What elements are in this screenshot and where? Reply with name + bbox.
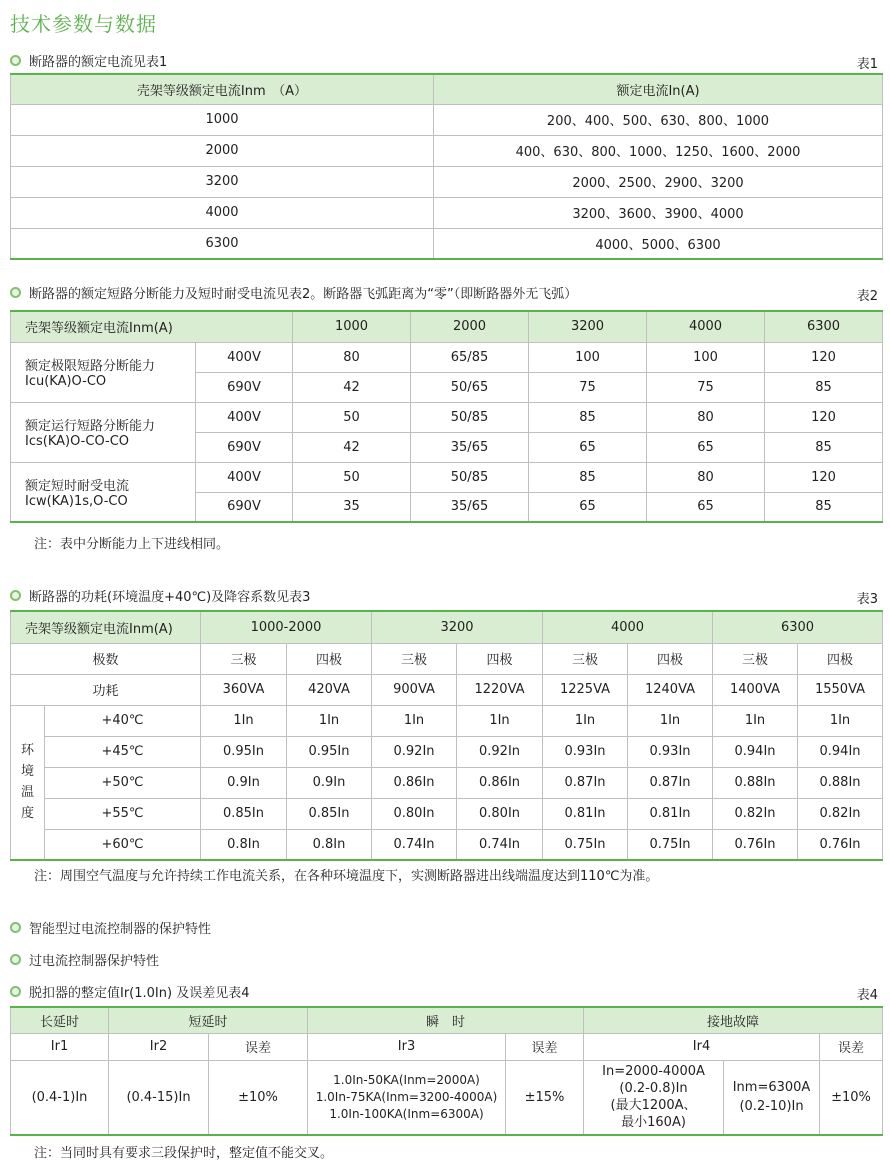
table2-caption-text: 断路器的额定短路分断能力及短时耐受电流见表2。断路器飞弧距离为“零”（即断路器外无飞弧） xyxy=(29,287,578,302)
table-cell: 85 xyxy=(529,462,647,492)
table-cell: 1In xyxy=(457,705,543,736)
group-label-line: Ics(KA)O-CO-CO xyxy=(25,434,130,449)
page-title: 技术参数与数据 xyxy=(10,12,157,36)
table-cell: 420VA xyxy=(287,674,372,705)
table-cell: 0.80In xyxy=(457,798,543,829)
table-row xyxy=(11,402,883,432)
table-cell: 65 xyxy=(529,432,647,462)
table3-caption xyxy=(10,586,310,605)
table-cell: 0.9In xyxy=(287,767,372,798)
temp-label: +40℃ xyxy=(45,705,201,736)
header-cell: 1000 xyxy=(293,311,411,342)
table-cell: 50/85 xyxy=(411,402,529,432)
table-cell: 80 xyxy=(647,462,765,492)
ir4-line: (最大1200A、 xyxy=(610,1098,697,1114)
table-cell: 0.93In xyxy=(628,736,713,767)
table1-caption xyxy=(10,51,167,70)
table-cell: 1In xyxy=(713,705,798,736)
table2-note: 注：表中分断能力上下进线相同。 xyxy=(34,537,230,552)
ir3-line: 1.0In-75KA(Inm=3200-4000A) xyxy=(315,1089,498,1104)
table3-number: 表3 xyxy=(856,592,878,607)
table-cell: 1In xyxy=(201,705,287,736)
table-row xyxy=(11,104,883,135)
table-cell: 690V xyxy=(196,372,293,402)
table-cell: 1550VA xyxy=(798,674,883,705)
table-cell: 50 xyxy=(293,402,411,432)
env-temp-char: 温 xyxy=(20,785,34,801)
ir3-line: 1.0In-50KA(Inm=2000A) xyxy=(333,1072,480,1087)
table-cell: 900VA xyxy=(372,674,457,705)
subheader-cell: 误差 xyxy=(506,1033,584,1060)
table-cell-ir3 xyxy=(308,1060,506,1135)
table-cell: (0.4-1)In xyxy=(11,1060,109,1135)
header-cell: 6300 xyxy=(765,311,883,342)
table-subheader-row xyxy=(11,1033,883,1060)
table-cell: 0.76In xyxy=(798,829,883,860)
table-cell: 三极 xyxy=(372,643,457,674)
table-header-row xyxy=(11,1007,883,1033)
table-cell: 0.81In xyxy=(543,798,628,829)
table-cell: 65 xyxy=(529,492,647,522)
table-row xyxy=(11,767,883,798)
table-cell: 65 xyxy=(647,492,765,522)
table4-caption xyxy=(10,982,249,1001)
table-cell: 0.8In xyxy=(201,829,287,860)
table-cell: 1000 xyxy=(11,104,434,135)
group-label-line: 额定运行短路分断能力 xyxy=(25,419,156,434)
table-cell: 0.8In xyxy=(287,829,372,860)
group-label-line: 额定极限短路分断能力 xyxy=(25,359,156,374)
table-cell: 0.92In xyxy=(457,736,543,767)
table-cell: 400、630、800、1000、1250、1600、2000 xyxy=(434,135,883,166)
table-cell: 0.87In xyxy=(543,767,628,798)
group-label-line: Icu(KA)O-CO xyxy=(25,374,107,389)
table-header-row xyxy=(11,311,883,342)
table-cell: 0.75In xyxy=(628,829,713,860)
env-temp-char: 环 xyxy=(20,743,34,759)
table-cell: 85 xyxy=(765,372,883,402)
table-cell: 80 xyxy=(293,342,411,372)
header-cell: 长延时 xyxy=(11,1007,109,1033)
table-cell: 0.80In xyxy=(372,798,457,829)
bullet-icon xyxy=(10,922,21,933)
table-cell: ±10% xyxy=(209,1060,308,1135)
table-cell: 75 xyxy=(647,372,765,402)
ir4-line: In=2000-4000A xyxy=(602,1064,705,1080)
table-cell: 0.76In xyxy=(713,829,798,860)
table-cell: 0.87In xyxy=(628,767,713,798)
table-cell: 3200 xyxy=(11,166,434,197)
table-cell: 1In xyxy=(798,705,883,736)
table-cell: 0.82In xyxy=(713,798,798,829)
group-label xyxy=(11,342,196,402)
table3-note: 注：周围空气温度与允许持续工作电流关系，在各种环境温度下，实测断路器进出线端温度达到110℃为准。 xyxy=(34,869,659,884)
table-cell: 0.82In xyxy=(798,798,883,829)
table-cell: 四极 xyxy=(798,643,883,674)
header-cell: 壳架等级额定电流Inm （A） xyxy=(11,74,434,104)
table-cell: 6300 xyxy=(11,228,434,259)
table-cell: 1400VA xyxy=(713,674,798,705)
table-cell: 1In xyxy=(543,705,628,736)
temp-label: +60℃ xyxy=(45,829,201,860)
table-cell: 1225VA xyxy=(543,674,628,705)
table-cell: 0.92In xyxy=(372,736,457,767)
table3-caption-text: 断路器的功耗(环境温度+40℃)及降容系数见表3 xyxy=(29,590,311,605)
section4-caption-a xyxy=(10,918,211,937)
table-cell: 0.85In xyxy=(201,798,287,829)
table-cell: 690V xyxy=(196,492,293,522)
table-cell: 85 xyxy=(529,402,647,432)
table-cell: 1220VA xyxy=(457,674,543,705)
table-cell: 42 xyxy=(293,432,411,462)
table-row xyxy=(11,342,883,372)
header-cell: 壳架等级额定电流Inm(A) xyxy=(11,611,201,643)
table-cell: 400V xyxy=(196,462,293,492)
table-row xyxy=(11,705,883,736)
table3-power-derating xyxy=(10,610,883,861)
subheader-cell: Ir3 xyxy=(308,1033,506,1060)
table-cell: 四极 xyxy=(287,643,372,674)
table-cell: 0.85In xyxy=(287,798,372,829)
temp-label: +50℃ xyxy=(45,767,201,798)
table4-caption-text: 脱扣器的整定值Ir(1.0In) 及误差见表4 xyxy=(29,986,250,1001)
table-cell: 35/65 xyxy=(411,492,529,522)
table-cell: 4000 xyxy=(11,197,434,228)
table-cell: 三极 xyxy=(201,643,287,674)
table-cell: 0.9In xyxy=(201,767,287,798)
subheader-cell: 误差 xyxy=(209,1033,308,1060)
table-cell: 1In xyxy=(372,705,457,736)
table-cell: 1In xyxy=(628,705,713,736)
table-row xyxy=(11,643,883,674)
row-label: 功耗 xyxy=(11,674,201,705)
table-row xyxy=(11,829,883,860)
header-cell: 6300 xyxy=(713,611,883,643)
table-cell: 120 xyxy=(765,402,883,432)
table-cell: 0.74In xyxy=(457,829,543,860)
header-cell: 3200 xyxy=(529,311,647,342)
table-cell: 690V xyxy=(196,432,293,462)
table-cell: 0.94In xyxy=(798,736,883,767)
table-cell: 1240VA xyxy=(628,674,713,705)
table-cell: 65/85 xyxy=(411,342,529,372)
table-cell: 4000、5000、6300 xyxy=(434,228,883,259)
table-cell: 0.95In xyxy=(201,736,287,767)
table-cell: 85 xyxy=(765,492,883,522)
subheader-cell: Ir4 xyxy=(584,1033,820,1060)
table-cell: 200、400、500、630、800、1000 xyxy=(434,104,883,135)
group-label-line: 额定短时耐受电流 xyxy=(25,478,130,494)
group-label-line: Icw(KA)1s,O-CO xyxy=(25,493,128,509)
env-temp-char: 境 xyxy=(20,764,34,780)
table4-number: 表4 xyxy=(856,988,878,1003)
ir4-line: (0.2-0.8)In xyxy=(619,1081,688,1097)
table-cell: 360VA xyxy=(201,674,287,705)
table-cell: 0.75In xyxy=(543,829,628,860)
table2-caption xyxy=(10,283,577,302)
table1-rated-current xyxy=(10,73,883,260)
table-cell: 0.81In xyxy=(628,798,713,829)
table-cell: 四极 xyxy=(457,643,543,674)
row-label: 极数 xyxy=(11,643,201,674)
table-cell: 50 xyxy=(293,462,411,492)
header-cell: 短延时 xyxy=(109,1007,308,1033)
table-row xyxy=(11,166,883,197)
header-cell: 4000 xyxy=(543,611,713,643)
bullet-icon xyxy=(10,55,21,66)
subheader-cell: Ir1 xyxy=(11,1033,109,1060)
table-cell: 0.74In xyxy=(372,829,457,860)
table-cell: 400V xyxy=(196,402,293,432)
table-cell: 100 xyxy=(529,342,647,372)
table-cell: 3200、3600、3900、4000 xyxy=(434,197,883,228)
table-cell: 400V xyxy=(196,342,293,372)
table-cell: 85 xyxy=(765,432,883,462)
table2-number: 表2 xyxy=(856,289,878,304)
table1-caption-text: 断路器的额定电流见表1 xyxy=(29,55,168,70)
table-cell: 三极 xyxy=(713,643,798,674)
section4-caption-a-text: 智能型过电流控制器的保护特性 xyxy=(29,922,212,937)
header-cell: 1000-2000 xyxy=(201,611,372,643)
table-cell: 四极 xyxy=(628,643,713,674)
table4-trip-settings xyxy=(10,1006,883,1136)
table-cell: 2000 xyxy=(11,135,434,166)
table-header-row xyxy=(11,611,883,643)
table-cell: 42 xyxy=(293,372,411,402)
header-cell: 瞬 时 xyxy=(308,1007,584,1033)
header-cell: 2000 xyxy=(411,311,529,342)
table-cell-ir4a xyxy=(584,1060,724,1135)
header-cell: 额定电流In(A) xyxy=(434,74,883,104)
ir3-line: 1.0In-100KA(Inm=6300A) xyxy=(329,1106,484,1121)
table-row xyxy=(11,736,883,767)
table-row xyxy=(11,674,883,705)
table-row xyxy=(11,135,883,166)
table-cell: 75 xyxy=(529,372,647,402)
header-cell: 4000 xyxy=(647,311,765,342)
subheader-cell: Ir2 xyxy=(109,1033,209,1060)
subheader-cell: 误差 xyxy=(820,1033,883,1060)
bullet-icon xyxy=(10,954,21,965)
table-cell: 65 xyxy=(647,432,765,462)
table-cell: 0.86In xyxy=(457,767,543,798)
table1-number: 表1 xyxy=(856,57,878,72)
table-cell: 35 xyxy=(293,492,411,522)
table-cell: 0.94In xyxy=(713,736,798,767)
table-cell: 50/65 xyxy=(411,372,529,402)
table-cell: 0.95In xyxy=(287,736,372,767)
temp-label: +55℃ xyxy=(45,798,201,829)
bullet-icon xyxy=(10,287,21,298)
header-cell: 3200 xyxy=(372,611,543,643)
temp-label: +45℃ xyxy=(45,736,201,767)
table-header-row xyxy=(11,74,883,104)
table-cell: 三极 xyxy=(543,643,628,674)
table-cell: 120 xyxy=(765,342,883,372)
header-cell: 接地故障 xyxy=(584,1007,883,1033)
env-temp-label xyxy=(11,705,45,860)
table-cell: ±15% xyxy=(506,1060,584,1135)
table-cell: 2000、2500、2900、3200 xyxy=(434,166,883,197)
table-cell: 50/85 xyxy=(411,462,529,492)
section4-caption-b-text: 过电流控制器保护特性 xyxy=(29,954,160,969)
table-row xyxy=(11,1060,883,1135)
section4-caption-b xyxy=(10,950,159,969)
group-label xyxy=(11,462,196,522)
table-cell-ir4b xyxy=(724,1060,820,1135)
table-row xyxy=(11,228,883,259)
table4-note: 注：当同时具有要求三段保护时，整定值不能交叉。 xyxy=(34,1146,334,1161)
ir4-line: Inm=6300A xyxy=(732,1080,811,1096)
table-cell: 100 xyxy=(647,342,765,372)
table-row xyxy=(11,197,883,228)
group-label xyxy=(11,402,196,462)
table-cell: 0.88In xyxy=(798,767,883,798)
table-cell: 0.93In xyxy=(543,736,628,767)
header-cell: 壳架等级额定电流Inm(A) xyxy=(11,311,293,342)
table-row xyxy=(11,462,883,492)
env-temp-char: 度 xyxy=(20,806,34,822)
ir4-line: 最小160A) xyxy=(621,1115,686,1131)
bullet-icon xyxy=(10,986,21,997)
bullet-icon xyxy=(10,590,21,601)
table-cell: ±10% xyxy=(820,1060,883,1135)
table-cell: (0.4-15)In xyxy=(109,1060,209,1135)
table-cell: 0.88In xyxy=(713,767,798,798)
table-cell: 80 xyxy=(647,402,765,432)
table-cell: 1In xyxy=(287,705,372,736)
table-row xyxy=(11,798,883,829)
table-cell: 0.86In xyxy=(372,767,457,798)
table-cell: 35/65 xyxy=(411,432,529,462)
table2-breaking-capacity xyxy=(10,310,883,523)
table-cell: 120 xyxy=(765,462,883,492)
ir4-line: (0.2-10)In xyxy=(739,1099,804,1115)
